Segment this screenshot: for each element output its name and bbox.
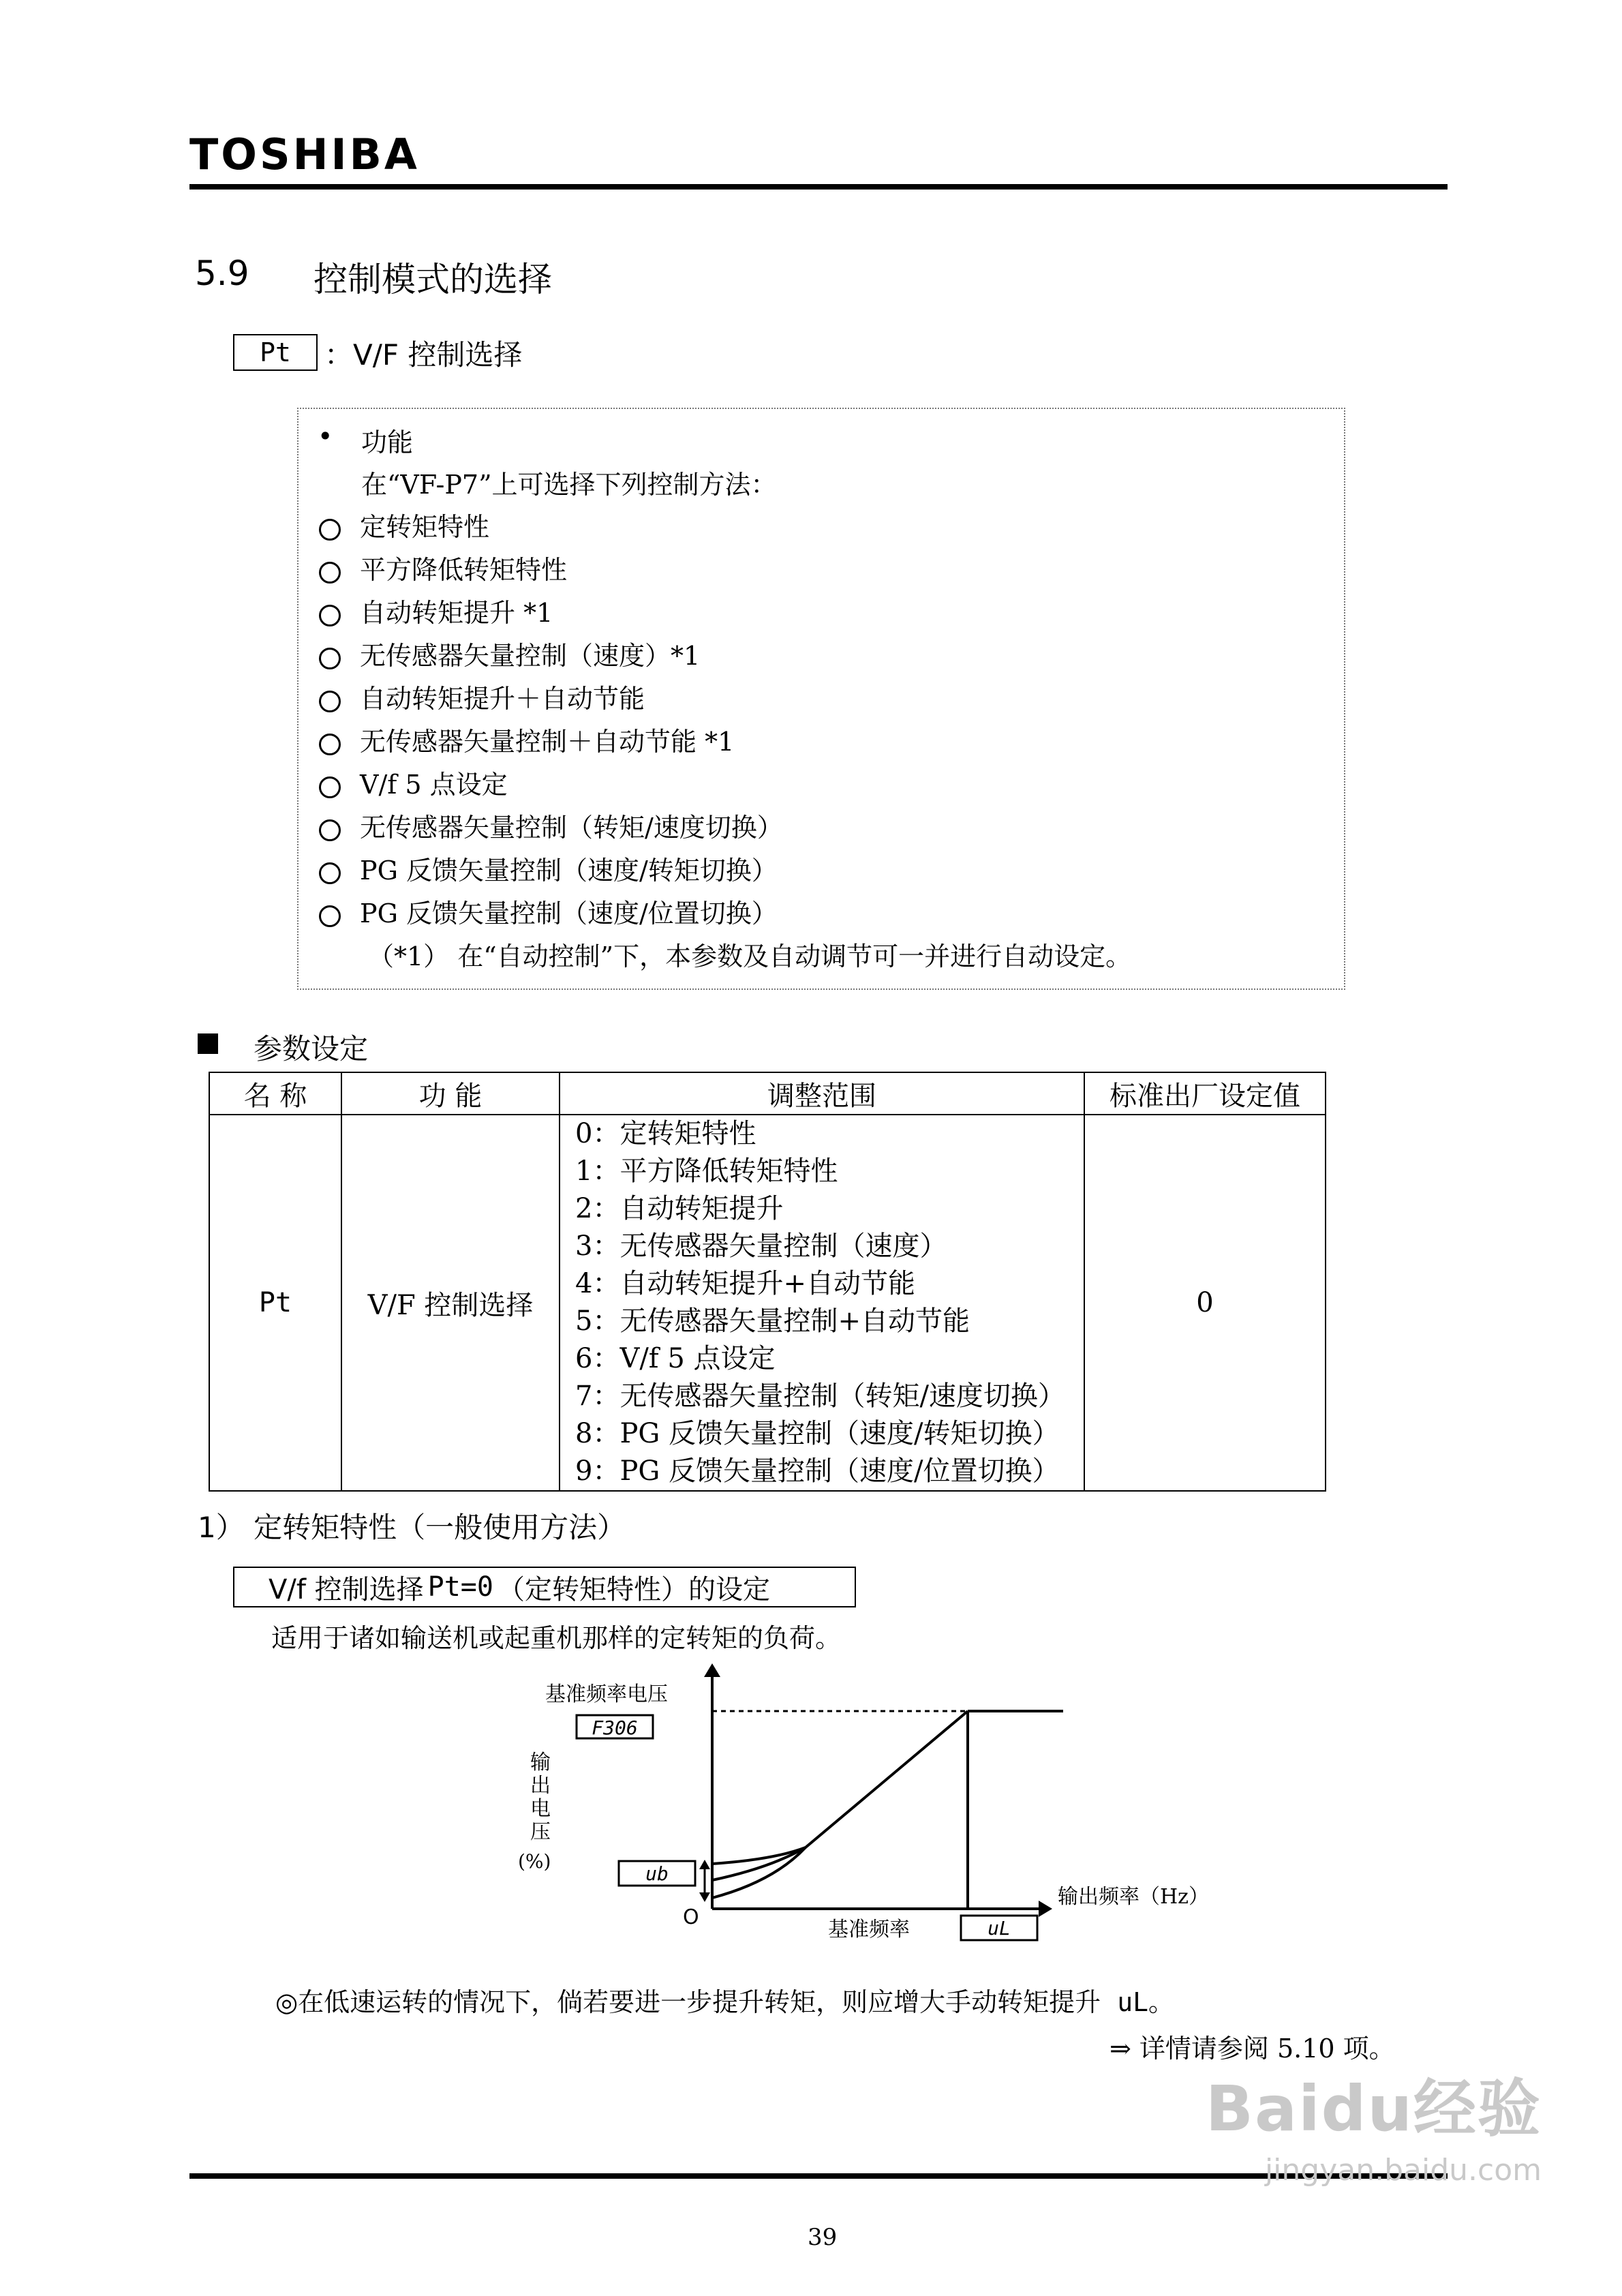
col-header: 标准出厂设定值 — [1084, 1072, 1326, 1115]
ul-code: uL — [988, 1917, 1011, 1939]
option-item: PG 反馈矢量控制（速度/位置切换） — [319, 892, 778, 930]
circle-bullet-icon — [319, 605, 341, 626]
circle-bullet-icon — [319, 905, 341, 927]
range-item: 2：自动转矩提升 — [575, 1193, 784, 1224]
origin-label: O — [683, 1905, 699, 1929]
range-item: 0：定转矩特性 — [575, 1118, 756, 1149]
range-item: 3：无传感器矢量控制（速度） — [575, 1230, 947, 1262]
option-item: V/f 5 点设定 — [319, 764, 508, 801]
tip-code: uL — [1117, 1987, 1149, 2017]
range-item: 1：平方降低转矩特性 — [575, 1155, 838, 1187]
top-voltage-label: 基准频率电压 — [545, 1682, 668, 1706]
f306-code: F306 — [592, 1717, 638, 1739]
option-item: 平方降低转矩特性 — [319, 549, 567, 586]
circle-bullet-icon — [319, 691, 341, 712]
tip-note — [275, 1981, 1174, 2019]
setting-box-prefix: V/f 控制选择 — [269, 1573, 424, 1605]
setting-box-code: Pt=0 — [427, 1571, 493, 1603]
circle-bullet-icon — [319, 734, 341, 755]
range-item: 8：PG 反馈矢量控制（速度/转矩切换） — [575, 1418, 1060, 1449]
col-header: 功 能 — [341, 1072, 560, 1115]
table-header-row — [209, 1072, 1326, 1115]
y-axis-arrow-icon — [704, 1663, 720, 1677]
y-label-char: 电 — [530, 1797, 551, 1821]
param-code: Pt — [260, 337, 291, 367]
boost-arrow-down-icon — [699, 1892, 710, 1902]
param-name-cell: Pt — [209, 1115, 341, 1491]
square-bullet-icon — [198, 1033, 218, 1054]
watermark-url: jingyan.baidu.com — [1264, 2153, 1542, 2188]
watermark-brand: Baidu经验 — [1205, 2072, 1542, 2145]
subsection-heading: 1） 定转矩特性（一般使用方法） — [198, 1511, 626, 1544]
option-item: 无传感器矢量控制（速度）*1 — [319, 635, 700, 672]
base-frequency-label: 基准频率 — [828, 1918, 910, 1942]
option-item: 无传感器矢量控制＋自动节能 *1 — [319, 721, 734, 758]
page-number: 39 — [808, 2224, 838, 2251]
function-bullet: • — [318, 421, 333, 451]
curve-high-boost — [712, 1711, 968, 1864]
header-rule — [189, 184, 1448, 190]
tip-end: 。 — [1148, 1987, 1175, 2017]
function-footnote: （*1） 在“自动控制”下，本参数及自动调节可一并进行自动设定。 — [368, 941, 1132, 971]
y-label-char: 压 — [530, 1820, 551, 1844]
section-title: 控制模式的选择 — [313, 260, 552, 299]
ub-code: ub — [645, 1862, 669, 1885]
reference-note: ⇒ 详情请参阅 5.10 项。 — [1110, 2034, 1395, 2064]
range-item: 4：自动转矩提升+自动节能 — [575, 1268, 915, 1299]
param-title: ：V/F 控制选择 — [324, 338, 523, 372]
subsection-description: 适用于诸如输送机或起重机那样的定转矩的负荷。 — [271, 1623, 842, 1653]
param-code-box — [233, 334, 318, 371]
brand-logo: TOSHIBA — [189, 130, 420, 179]
vf-characteristic-diagram — [504, 1663, 1227, 1950]
option-item: 自动转矩提升 *1 — [319, 592, 553, 629]
setting-box-suffix: （定转矩特性）的设定 — [497, 1573, 770, 1605]
range-item: 5：无传感器矢量控制+自动节能 — [575, 1305, 970, 1337]
circle-bullet-icon — [319, 648, 341, 669]
y-label-char: 输 — [530, 1751, 551, 1774]
table-row — [209, 1115, 1326, 1491]
option-item: PG 反馈矢量控制（速度/转矩切换） — [319, 849, 778, 887]
circle-bullet-icon — [319, 862, 341, 884]
function-box — [297, 408, 1345, 990]
watermark — [1206, 2059, 1542, 2188]
circle-bullet-icon — [319, 519, 341, 541]
section-number: 5.9 — [195, 254, 249, 293]
x-axis-arrow-icon — [1039, 1901, 1052, 1917]
range-item: 6：V/f 5 点设定 — [575, 1343, 776, 1374]
y-label-char: 出 — [530, 1774, 551, 1798]
col-header: 名 称 — [209, 1072, 341, 1115]
range-item: 9：PG 反馈矢量控制（速度/位置切换） — [575, 1455, 1060, 1487]
x-axis-label: 输出频率（Hz） — [1058, 1885, 1209, 1909]
circle-bullet-icon — [319, 562, 341, 584]
param-function-cell: V/F 控制选择 — [341, 1115, 560, 1491]
boost-arrow-up-icon — [699, 1860, 710, 1869]
function-label: 功能 — [361, 427, 414, 457]
param-range-cell — [560, 1115, 1084, 1491]
circle-bullet-icon — [319, 776, 341, 798]
param-table — [209, 1072, 1326, 1492]
option-item: 自动转矩提升＋自动节能 — [319, 678, 645, 715]
tip-text: ◎在低速运转的情况下，倘若要进一步提升转矩，则应增大手动转矩提升 — [275, 1987, 1101, 2017]
col-header: 调整范围 — [560, 1072, 1084, 1115]
range-item: 7：无传感器矢量控制（转矩/速度切换） — [575, 1380, 1065, 1412]
y-unit: (%) — [518, 1850, 551, 1873]
option-item: 无传感器矢量控制（转矩/速度切换） — [319, 806, 783, 844]
setting-box — [233, 1567, 856, 1607]
param-table-heading: 参数设定 — [254, 1032, 369, 1066]
option-item: 定转矩特性 — [319, 506, 489, 543]
param-default-cell: 0 — [1084, 1115, 1326, 1491]
circle-bullet-icon — [319, 819, 341, 841]
function-intro: 在“VF-P7”上可选择下列控制方法： — [361, 470, 777, 500]
